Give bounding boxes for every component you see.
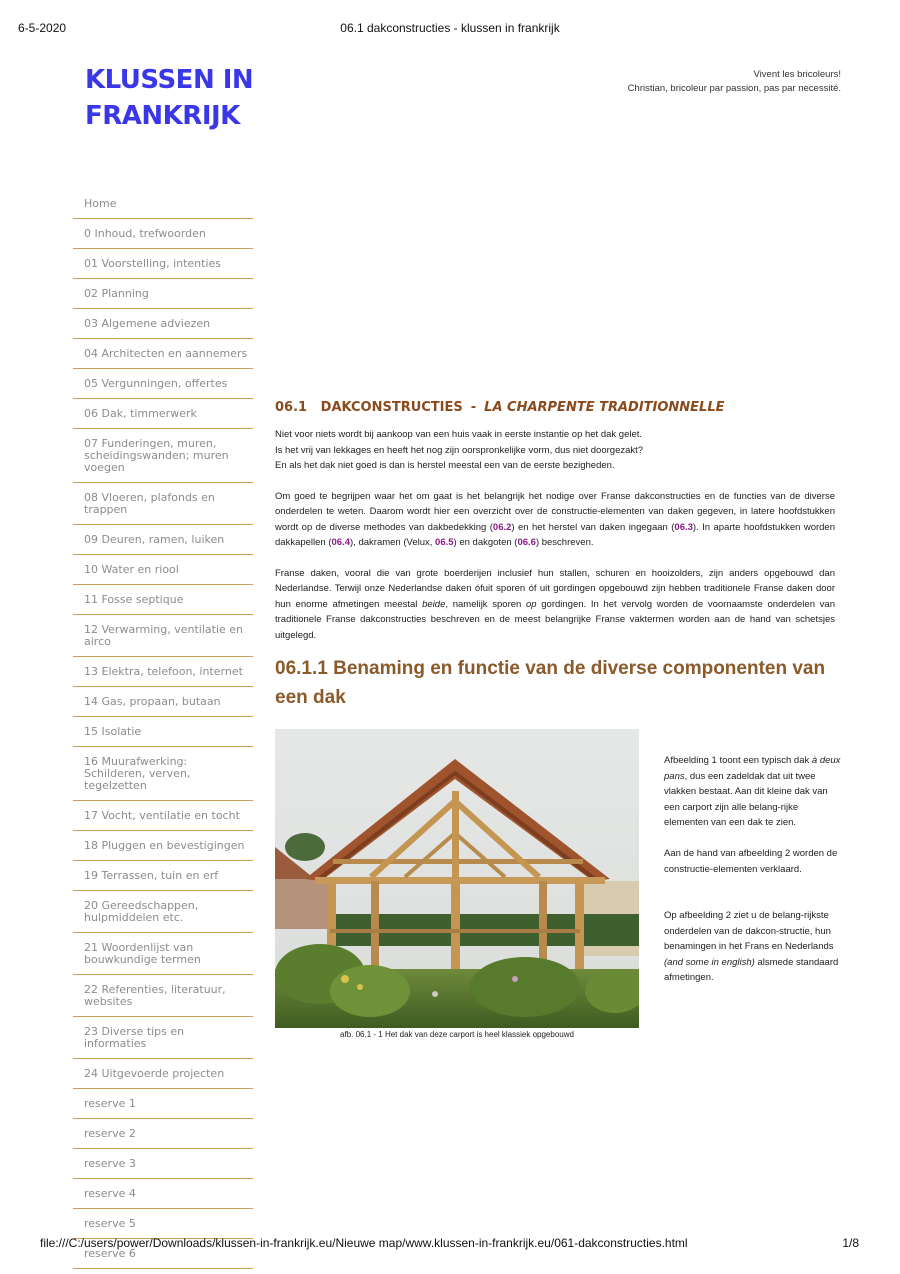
text-run: gordingen. In het vervolg worden de voornaamste onderdelen van traditionele Franse dakconstructies beschreven en de meest belangrijke Franse vaktermen worden aan de hand van schetsjes uitgelegd. [275, 598, 835, 641]
heading-separator: - [470, 400, 477, 415]
print-page-title: 06.1 dakconstructies - klussen in frankrijk [340, 21, 560, 35]
nav-item-architecten[interactable]: 04 Architecten en aannemers [73, 339, 253, 369]
nav-item-pluggen[interactable]: 18 Pluggen en bevestigingen [73, 831, 253, 861]
nav-item-planning[interactable]: 02 Planning [73, 279, 253, 309]
site-title-line-1: KLUSSEN IN [85, 65, 254, 95]
subsection-heading: 06.1.1 Benaming en functie van de diverse componenten van een dak [275, 658, 826, 708]
emphasis-a-deux-pans: à deux pans [664, 755, 841, 782]
text-run: ) en het herstel van daken ingegaan ( [511, 521, 675, 533]
heading-main: DAKCONSTRUCTIES [320, 400, 463, 415]
figure-side-text [664, 753, 844, 986]
section-heading [275, 400, 835, 415]
nav-item-funderingen[interactable]: 07 Funderingen, muren, scheidingswanden; muren voegen [73, 429, 253, 483]
site-title-link[interactable] [85, 62, 285, 134]
heading-number: 06.1 [275, 400, 308, 415]
text-run: ). In aparte hoofdstukken worden dakkapellen ( [275, 521, 835, 548]
nav-item-woordenlijst[interactable]: 21 Woordenlijst van bouwkundige termen [73, 933, 253, 975]
nav-item-reserve-5[interactable]: reserve 5 [73, 1209, 253, 1239]
paragraph-gap [664, 877, 844, 908]
link-06-4[interactable]: 06.4 [331, 537, 351, 548]
nav-item-reserve-4[interactable]: reserve 4 [73, 1179, 253, 1209]
nav-item-algemene-adviezen[interactable]: 03 Algemene adviezen [73, 309, 253, 339]
nav-item-elektra[interactable]: 13 Elektra, telefoon, internet [73, 657, 253, 687]
print-file-url: file:///C:/users/power/Downloads/klussen-in-frankrijk.eu/Nieuwe map/www.klussen-in-frankrijk.eu/061-dakconstructies.html [40, 1236, 688, 1250]
text-run: , namelijk sporen [445, 598, 526, 610]
nav-item-voorstelling[interactable]: 01 Voorstelling, intenties [73, 249, 253, 279]
link-06-2[interactable]: 06.2 [492, 521, 512, 533]
link-06-3[interactable]: 06.3 [674, 521, 693, 533]
link-06-5[interactable]: 06.5 [435, 537, 454, 548]
nav-item-deuren[interactable]: 09 Deuren, ramen, luiken [73, 525, 253, 555]
nav-item-reserve-1[interactable]: reserve 1 [73, 1089, 253, 1119]
carport-photo [275, 729, 639, 1028]
intro-line-1: Niet voor niets wordt bij aankoop van een huis vaak in eerste instantie op het dak gelet. [275, 429, 643, 440]
nav-item-verwarming[interactable]: 12 Verwarming, ventilatie en airco [73, 615, 253, 657]
tagline-line-1: Vivent les bricoleurs! [753, 69, 841, 80]
nav-item-vloeren[interactable]: 08 Vloeren, plafonds en trappen [73, 483, 253, 525]
carport-figure [275, 729, 639, 1039]
link-06-6[interactable]: 06.6 [517, 537, 536, 548]
intro-paragraph [275, 427, 835, 474]
site-tagline [628, 68, 841, 96]
intro-line-2: Is het vrij van lekkages en heeft het nog zijn oorspronkelijke vorm, dus niet doorgezakt? [275, 444, 644, 456]
figure-caption: afb. 06.1 - 1 Het dak van deze carport is heel klassiek opgebouwd [340, 1030, 574, 1039]
print-page-number: 1/8 [842, 1236, 859, 1250]
print-date: 6-5-2020 [18, 21, 67, 35]
paragraph-gap [664, 831, 844, 847]
sidebar-nav [73, 189, 253, 1269]
nav-item-reserve-3[interactable]: reserve 3 [73, 1149, 253, 1179]
nav-item-muurafwerking[interactable]: 16 Muurafwerking: Schilderen, verven, tegelzetten [73, 747, 253, 801]
nav-item-reserve-2[interactable]: reserve 2 [73, 1119, 253, 1149]
intro-line-3: En als het dak niet goed is dan is herstel meestal een van de eerste bezigheden. [275, 460, 615, 471]
nav-item-vocht[interactable]: 17 Vocht, ventilatie en tocht [73, 801, 253, 831]
emphasis-op: op [526, 598, 537, 610]
nav-item-gas[interactable]: 14 Gas, propaan, butaan [73, 687, 253, 717]
nav-item-vergunningen[interactable]: 05 Vergunningen, offertes [73, 369, 253, 399]
nav-item-inhoud[interactable]: 0 Inhoud, trefwoorden [73, 219, 253, 249]
heading-french: LA CHARPENTE TRADITIONNELLE [484, 400, 725, 415]
text-run: Op afbeelding 2 ziet u de belang-rijkste onderdelen van de dakcon-structie, hun benamingen in het Frans en Nederlands [664, 910, 834, 952]
nav-item-water-riool[interactable]: 10 Water en riool [73, 555, 253, 585]
nav-item-dak-timmerwerk[interactable]: 06 Dak, timmerwerk [73, 399, 253, 429]
article-content [275, 400, 835, 712]
nav-item-isolatie[interactable]: 15 Isolatie [73, 717, 253, 747]
nav-item-gereedschappen[interactable]: 20 Gereedschappen, hulpmiddelen etc. [73, 891, 253, 933]
french-roofs-paragraph [275, 566, 835, 644]
overview-paragraph [275, 489, 835, 551]
nav-item-terrassen[interactable]: 19 Terrassen, tuin en erf [73, 861, 253, 891]
side-paragraph-2: Aan de hand van afbeelding 2 worden de constructie-elementen verklaard. [664, 848, 838, 875]
nav-item-referenties[interactable]: 22 Referenties, literatuur, websites [73, 975, 253, 1017]
text-run: ) en dakgoten ( [453, 537, 518, 548]
text-run: ), dakramen (Velux, [350, 537, 436, 548]
text-run: Afbeelding 1 toont een typisch dak [664, 755, 812, 766]
nav-item-reserve-6[interactable]: reserve 6 [73, 1239, 253, 1269]
text-run: Franse daken, vooral die van grote boerderijen inclusief hun stallen, schuren en hooizolders, zijn anders opgebouwd dan Nederlandse. Terwijl onze Nederlandse daken ófuit sporen óf uit gordingen opgebouwd zijn hebben traditionele Franse daken door hun enorme afmetingen meestal [275, 567, 835, 610]
emphasis-beide: beide [422, 598, 446, 610]
text-run: alsmede standaard afmetingen. [664, 956, 839, 983]
nav-item-diverse-tips[interactable]: 23 Diverse tips en informaties [73, 1017, 253, 1059]
text-run: , dus een zadeldak dat uit twee vlakken bestaat. Aan dit kleine dak van een carport zijn alle belang-rijke elementen van een dak te zien. [664, 770, 828, 828]
nav-item-projecten[interactable]: 24 Uitgevoerde projecten [73, 1059, 253, 1089]
text-run: Om goed te begrijpen waar het om gaat is het belangrijk het nodige over Franse dakconstructies en de functies van de diverse onderdelen te weten. Daarom wordt hier een overzicht over de constructie-elementen van daken gegeven, in latere hoofdstukken wordt op de diverse methodes van dakbedekking ( [275, 490, 835, 533]
nav-item-home[interactable]: Home [73, 189, 253, 219]
side-paragraph-3 [664, 908, 844, 986]
nav-item-fosse-septique[interactable]: 11 Fosse septique [73, 585, 253, 615]
text-run: ) beschreven. [535, 537, 594, 548]
tagline-line-2: Christian, bricoleur par passion, pas par necessité. [627, 83, 841, 94]
side-paragraph-1 [664, 753, 844, 831]
site-title-line-2: FRANKRIJK [85, 101, 240, 131]
emphasis-english: (and some in english) [664, 956, 755, 968]
